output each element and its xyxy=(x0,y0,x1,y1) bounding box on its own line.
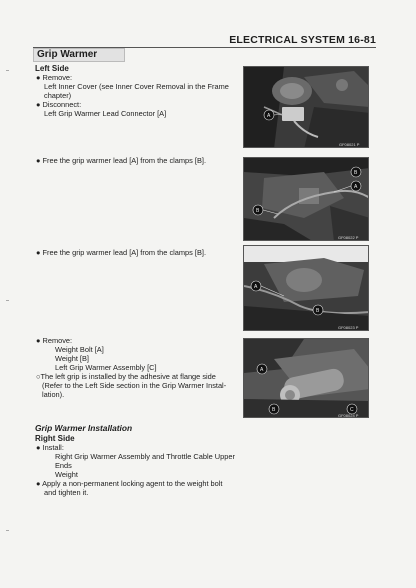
margin-mark xyxy=(6,70,9,71)
callout-a-label: A xyxy=(260,367,264,373)
remove-bullet: ● Remove: xyxy=(36,73,73,82)
photo-code: GF08024 P xyxy=(338,413,359,418)
photo-lead-clamps xyxy=(243,157,369,241)
note-line: ○The left grip is installed by the adhesive at flange side xyxy=(36,372,216,381)
remove-bullet-2: ● Remove: xyxy=(36,336,73,345)
install-item-cont: Ends xyxy=(55,461,72,470)
remove-item-cont: chapter) xyxy=(44,91,72,100)
margin-mark xyxy=(6,530,9,531)
remove-item: Weight [B] xyxy=(55,354,89,363)
callout-b2-label: B xyxy=(256,208,260,214)
callout-b-label: B xyxy=(316,308,320,314)
apply-bullet: ● Apply a non-permanent locking agent to the weight bolt xyxy=(36,479,223,488)
callout-b-label: B xyxy=(272,407,276,413)
callout-b-label: B xyxy=(354,170,358,176)
callout-c-label: C xyxy=(350,407,354,413)
margin-mark xyxy=(6,300,9,301)
step-free-lead-1: ● Free the grip warmer lead [A] from the clamps [B]. xyxy=(36,156,206,165)
remove-item: Left Inner Cover (see Inner Cover Removal in the Frame xyxy=(44,82,229,91)
section-title: Grip Warmer xyxy=(33,48,125,62)
photo-code: GF08022 P xyxy=(338,235,359,240)
callout-a-label: A xyxy=(354,184,358,190)
install-item: Right Grip Warmer Assembly and Throttle Cable Upper xyxy=(55,452,235,461)
callout-a-label: A xyxy=(254,284,258,290)
step-free-lead-2: ● Free the grip warmer lead [A] from the clamps [B]. xyxy=(36,248,206,257)
note-line: lation). xyxy=(42,390,65,399)
disconnect-bullet: ● Disconnect: xyxy=(36,100,82,109)
right-side-heading: Right Side xyxy=(35,434,75,443)
photo-code: GF08021 P xyxy=(339,142,360,147)
photo-code: GF08023 P xyxy=(338,325,359,330)
left-side-heading: Left Side xyxy=(35,64,69,73)
page-header-title: ELECTRICAL SYSTEM 16-81 xyxy=(229,34,376,46)
photo-lead-clamps-2 xyxy=(243,245,369,331)
apply-bullet-cont: and tighten it. xyxy=(44,488,89,497)
install-item: Weight xyxy=(55,470,78,479)
note-line: (Refer to the Left Side section in the Grip Warmer Instal- xyxy=(42,381,227,390)
install-bullet: ● Install: xyxy=(36,443,64,452)
callout-a-label: A xyxy=(267,113,271,119)
photo-connector xyxy=(243,66,369,148)
remove-item: Weight Bolt [A] xyxy=(55,345,104,354)
installation-heading: Grip Warmer Installation xyxy=(35,423,133,433)
disconnect-item: Left Grip Warmer Lead Connector [A] xyxy=(44,109,167,118)
remove-item: Left Grip Warmer Assembly [C] xyxy=(55,363,157,372)
photo-grip-warmer xyxy=(243,338,369,418)
